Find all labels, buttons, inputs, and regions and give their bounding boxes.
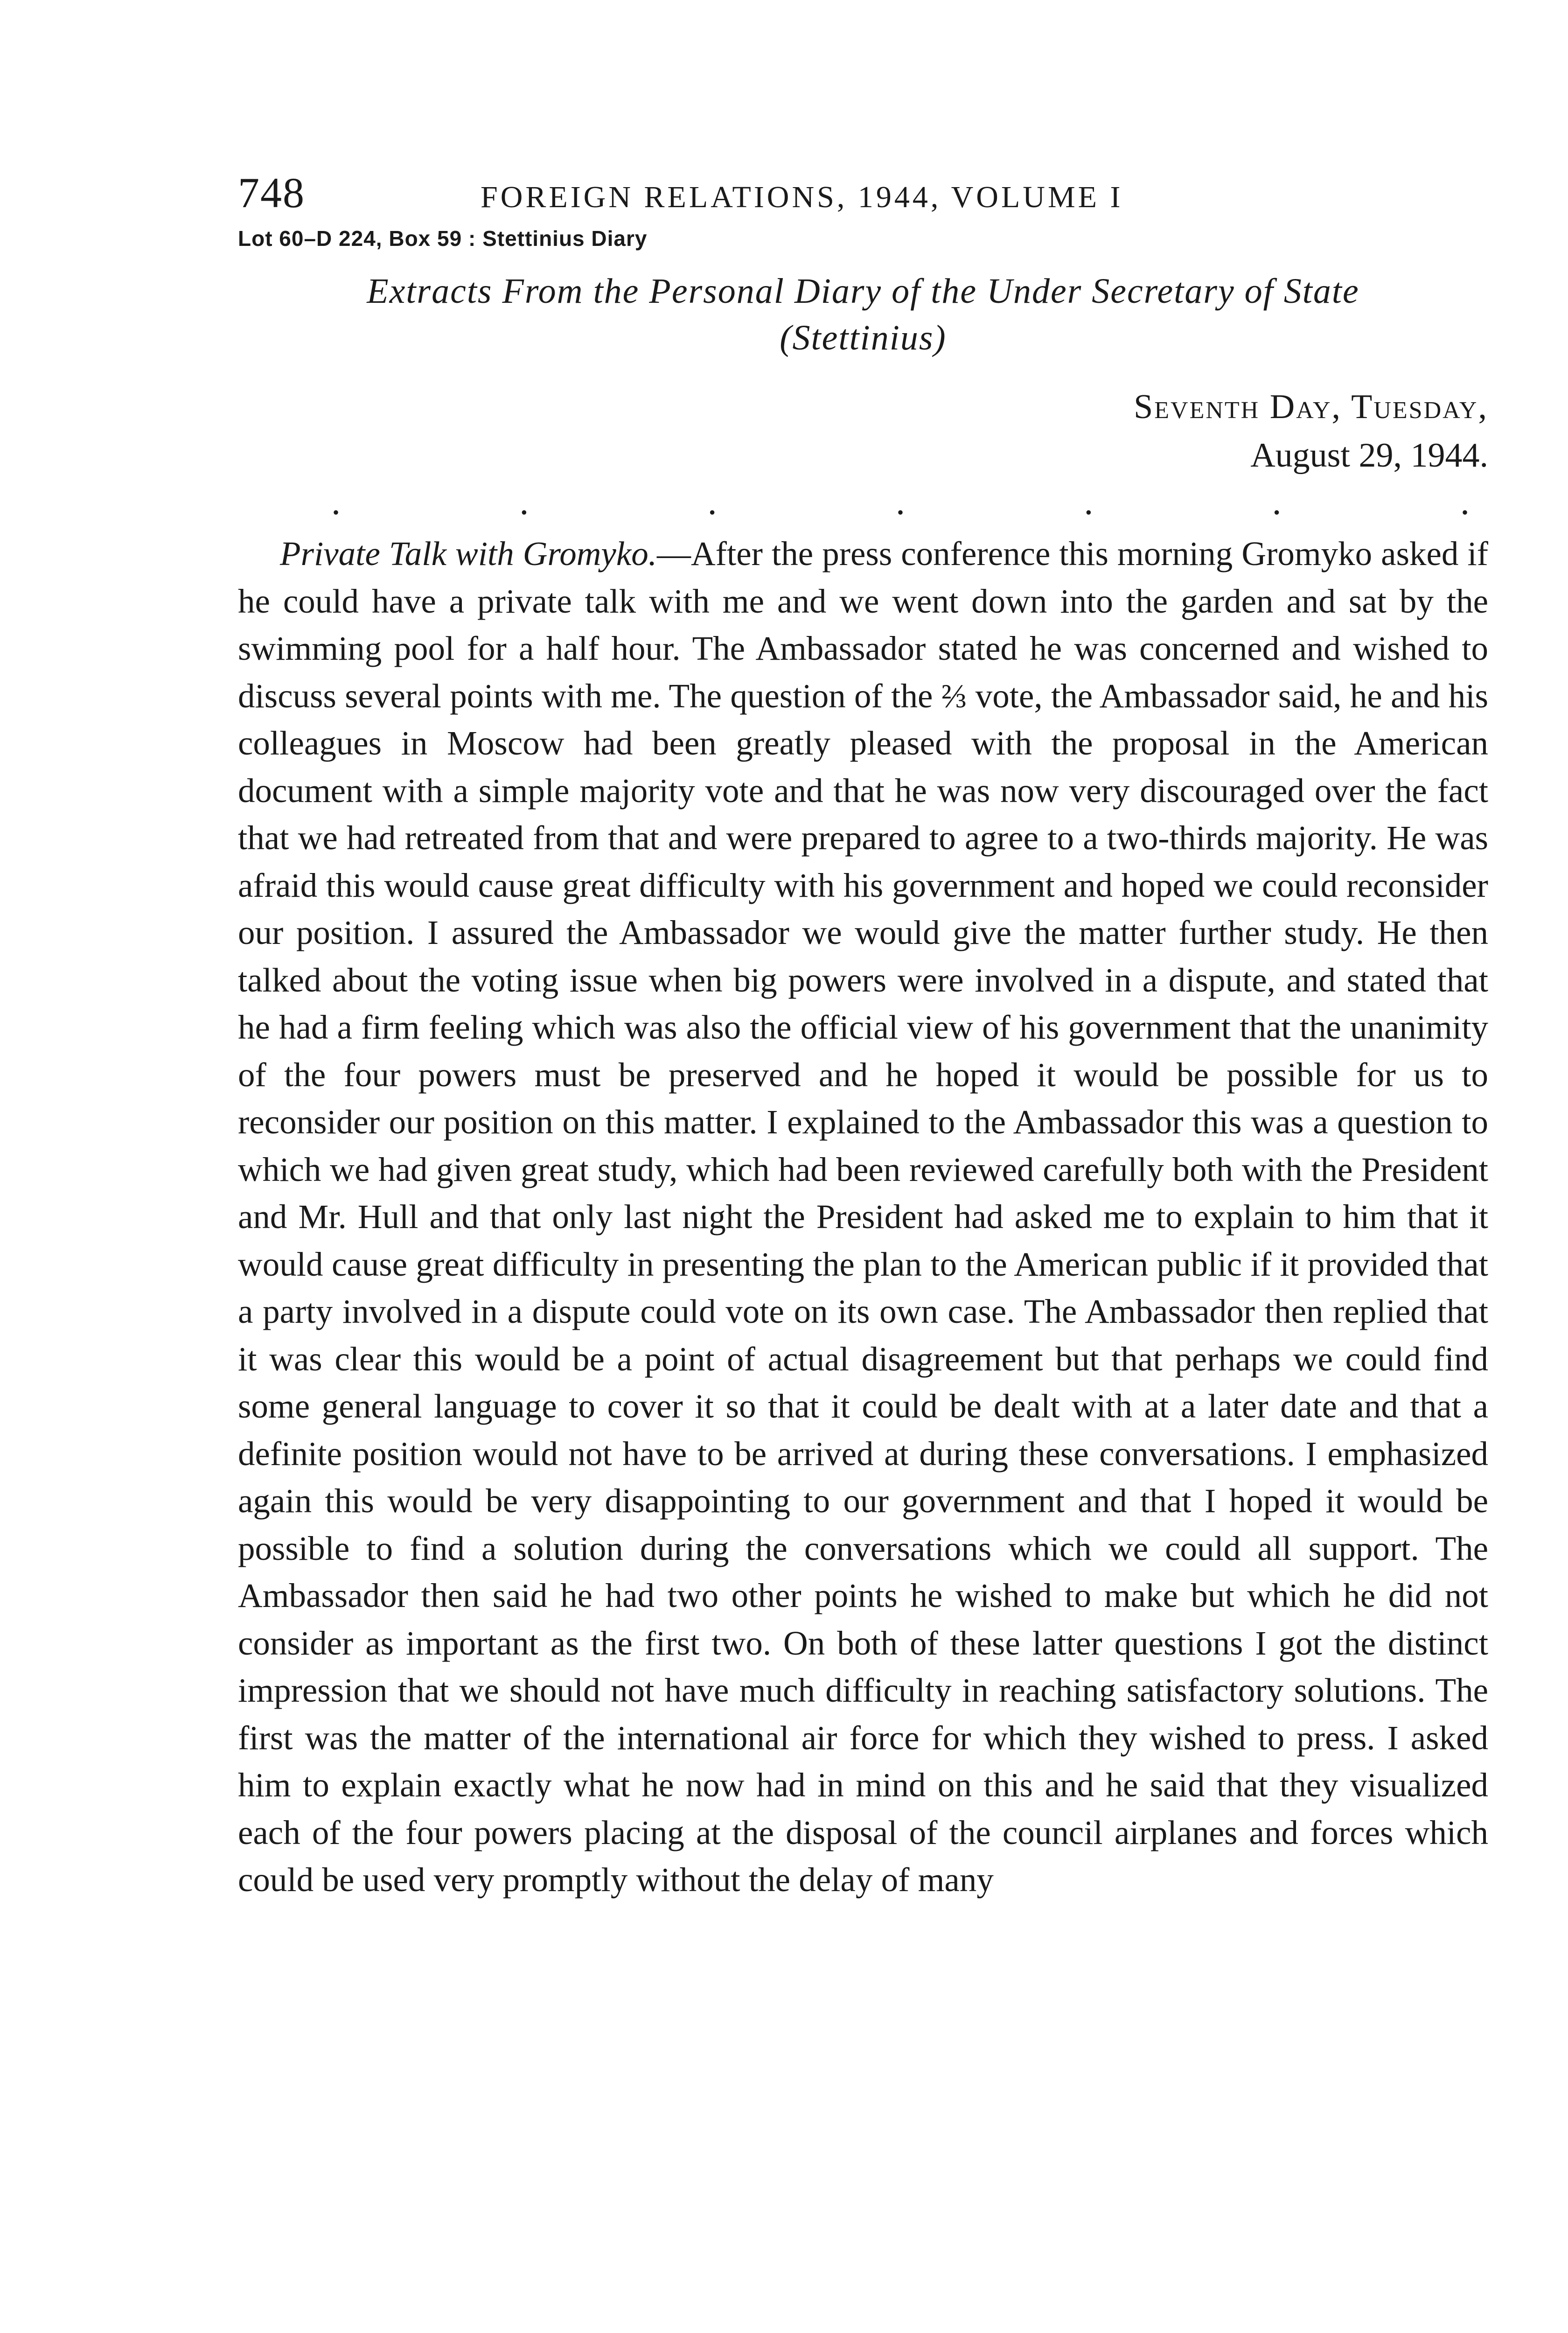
ellipsis-dot: .	[707, 482, 717, 523]
ellipsis-dot: .	[1460, 482, 1470, 523]
body-paragraph	[238, 530, 1488, 1904]
document-title	[238, 268, 1488, 361]
paragraph-lead-heading: Private Talk with Gromyko.	[280, 535, 657, 573]
omission-ellipsis	[238, 483, 1488, 530]
page-content	[238, 168, 1488, 1904]
document-title-line-2: (Stettinius)	[780, 318, 947, 357]
ellipsis-dot: .	[331, 482, 341, 523]
ellipsis-dot: .	[1084, 482, 1094, 523]
dateline-date: August 29, 1944.	[1250, 436, 1488, 475]
paragraph-text: —After the press conference this morning Gromyko asked if he could have a private talk with me and we went down into the garden and sat by the swimming pool for a half hour. The Ambassador stated he was concerned and wished to discuss several points with me. The question of the ⅔ vote, the Ambassador said, he and his colleagues in Moscow had been greatly pleased with the proposal in the American document with a simple majority vote and that he was now very discouraged over the fact that we had retreated from that and were prepared to agree to a two-thirds majority. He was afraid this would cause great difficulty with his government and hoped we could reconsider our position. I assured the Ambassador we would give the matter further study. He then talked about the voting issue when big powers were involved in a dispute, and stated that he had a firm feeling which was also the official view of his government that the unanimity of the four powers must be preserved and he hoped it would be possible for us to reconsider our position on this matter. I explained to the Ambassador this was a question to which we had given great study, which had been reviewed carefully both with the President and Mr. Hull and that only last night the President had asked me to explain to him that it would cause great difficulty in presenting the plan to the American public if it provided that a party involved in a dispute could vote on its own case. The Ambassador then replied that it was clear this would be a point of actual disagreement but that perhaps we could find some general language to cover it so that it could be dealt with at a later date and that a definite position would not have to be arrived at during these conversations. I emphasized again this would be very disappointing to our government and that I hoped it would be possible to find a solution during the conversations which we could all support. The Ambassador then said he had two other points he wished to make but which he did not consider as important as the first two. On both of these latter questions I got the distinct impression that we should not have much difficulty in reaching satisfactory solutions. The first was the matter of the international air force for which they wished to press. I asked him to explain exactly what he now had in mind on this and he said that they visualized each of the four powers placing at the disposal of the council airplanes and forces which could be used very promptly without the delay of many	[238, 535, 1488, 1899]
running-header	[238, 168, 1488, 219]
running-title: FOREIGN RELATIONS, 1944, VOLUME I	[481, 180, 1123, 214]
page-number: 748	[238, 169, 305, 217]
dateline-day: Seventh Day, Tuesday,	[1134, 388, 1488, 426]
source-citation: Lot 60–D 224, Box 59 : Stettinius Diary	[238, 226, 648, 251]
ellipsis-dot: .	[895, 482, 905, 523]
dateline	[238, 383, 1488, 480]
ellipsis-dot: .	[1272, 482, 1282, 523]
document-title-line-1: Extracts From the Personal Diary of the Under Secretary of State	[367, 272, 1359, 311]
ellipsis-dot: .	[519, 482, 529, 523]
